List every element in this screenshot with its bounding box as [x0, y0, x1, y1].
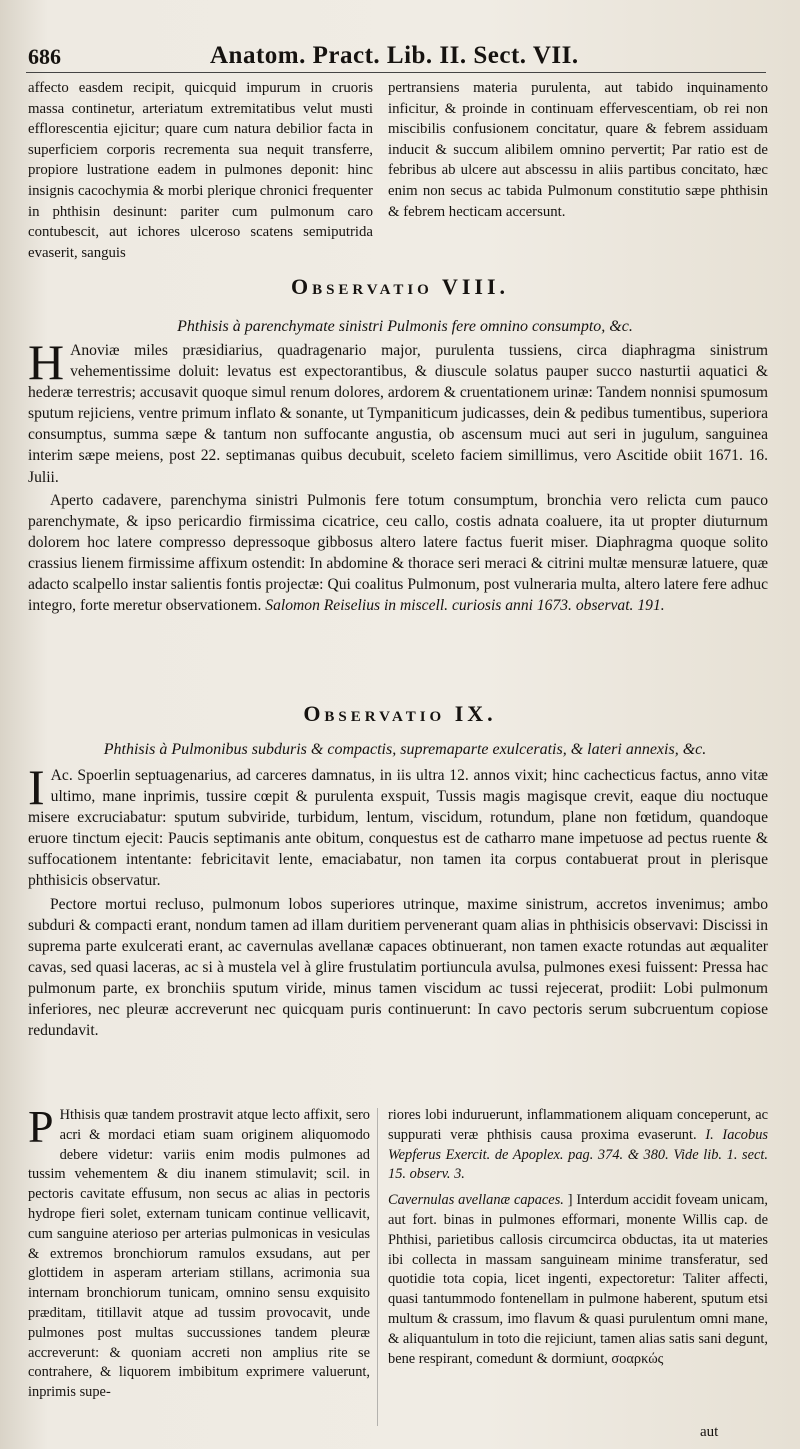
observatio-8-para-2-text: Aperto cadavere, parenchyma sinistri Pulmonis fere totum consumptum, bronchia vero relicta cum pauco parenchymate, & ipso pericardio firmissima cicatrice, ceu callo, costis adnata coaluere, ita ut propter diuturnum dolorem hoc latere compresso depressoque gibbosus altero latere factus fuerit miser. Diaphragma quoque solito crassius lienem firmissime affixum ostendit: In abdomine & thorace seri meraci & citrini multæ mensuræ latuere, quæ adacto scalpello instar salientis fontis projectæ: Qui coalitus Pulmonum, post vulneraria multa, altero latere fere adhuc integro, forte meretur observationem. [28, 491, 768, 615]
bottom-left-text-body: Hthisis quæ tandem prostravit atque lecto affixit, sero acri & mordaci etiam suam originem aliquomodo debere videtur: variis enim modis pulmones ad tussim vehementem & diu inanem stimulavit; scil. in pectoris cavitate effusum, non secus ac alias in pectoris hydrope fieri solet, externam tunicam continue vellicavit, cum sanguine aterioso per arterias pulmonicas in vesiculas & extremos bronchiorum ramulos exsudans, aut per glottidem in asperam arteriam stillans, acrimonia sua internam bronchiorum tunicam, omnino sensu exquisito præditam, titillavit atque ad tussim provocavit, unde pulmones post multas succussiones tandem pleuræ accreverunt: & quoniam accreti non amplius rite se contrahere, & liquorem imbibitum exprimere valuerunt, inprimis supe- [28, 1107, 370, 1401]
bottom-right-column [388, 1106, 768, 1426]
observatio-8-para-2 [28, 490, 768, 617]
catchword: aut [700, 1424, 719, 1440]
bottom-left-column [28, 1106, 370, 1426]
observatio-9-para-2 [28, 894, 768, 1042]
page-header [28, 44, 788, 72]
cavernulas-lemma: Cavernulas avellanæ capaces. [388, 1192, 564, 1209]
observatio-8-body [28, 340, 768, 685]
observatio-8-heading: Observatio VIII. [290, 274, 510, 299]
bottom-right-para-2: Cavernulas avellanæ capaces. ] Interdum accidit foveam unicam, aut fort. binas in pulmones efformari, monente Willis cap. de Phthisi, parietibus callosis circumcirca obductas, ita ut materies ibi collecta in massam sanguineam minime transferatur, sed quotidie tota copia, licet ingenti, expectoretur: Taliter affecti, quasi tantummodo fontenellam in pulmone haberent, sputum etsi multum & crassum, imo flavum & quasi purulentum omni mane, & aliquantulum in toto die rejiciunt, tamen alias satis sani degunt, bene respirant, comedunt & dormiunt, σοαρκώς [388, 1192, 768, 1367]
observatio-8-para-1 [28, 340, 768, 488]
observatio-9-title: Phthisis à Pulmonibus subduris & compactis, supremaparte exulceratis, & lateri annexis, &c. [103, 741, 707, 758]
observatio-9-para-1 [28, 765, 768, 892]
wepfer-reference: I. Iacobus Wepferus Exercit. de Apoplex. pag. 374. & 380. Vide lib. 1. sect. 15. observ. 3. [388, 1126, 768, 1183]
bottom-right-para-1-text: riores lobi induruerunt, inflammationem aliquam conceperunt, ac suppurati veræ phthisis causa proxima evaserunt. [388, 1107, 768, 1143]
top-left-column [28, 78, 373, 264]
observatio-8-citation: Salomon Reiselius in miscell. curiosis anni 1673. observat. 191. [265, 597, 665, 615]
observatio-9-para-2-text: Pectore mortui recluso, pulmonum lobos superiores utrinque, maxime sinistrum, accretos invenimus; ambo subduri & compacti erant, nondum tamen ad illam duritiem pervenerant quam alias in phthisicis observavi: Discissi in suprema parte exulcerati erant, ac cavernulas avellanæ capaces obtinuerant, non tamen exacte rotundas aut æqualiter cavas, sed quasi laceras, ac si à mustela vel à glire frustulatim portiuncula avulsa, pulmones exesi fuissent: Pressa hac pulmonum parte, ex bronchiis sputum viride, minus tamen viscidum ac tussi rejecerat, prodiit: Lobi pulmonum inferiores, nec pleuræ accreverunt nec quicquam puris continuerunt: In cavo pectoris serum subcruentum copiose redundavit. [28, 895, 768, 1040]
dropcap-p: P [28, 1106, 54, 1152]
dropcap-i: I [28, 765, 45, 815]
bottom-left-text [28, 1106, 370, 1403]
observatio-8-para-1-text: Anoviæ miles præsidiarius, quadragenario major, purulenta tussiens, circa diaphragma sinistrum vehementissime doluit: levatus est expectorantibus, & diuscule solatus pauper succo nasturtii aquatici & hederæ terrestris; accusavit quoque simul renum dolores, ardorem & cruentationem urinæ: Tandem nonnisi spumosum sputum rejiciens, ventre primum inflato & sonante, ut Tympaniticum judicasses, dein & pedibus tumentibus, superiora consumptus, summa sæpe & tantum non suffocante angustia, ob ascensum muci aut seri in jugulum, sanguinea interim sæpe meiens, post 22. septimanas quibus decubuit, sceleto faciem simillimus, vero Ascitide obiit 1671. 16. Julii. [28, 342, 768, 486]
column-divider [377, 1108, 378, 1426]
top-left-text: affecto easdem recipit, quicquid impurum in cruoris massa continetur, arteriatum extremitatibus velut musti efflorescentia ejicitur; quare cum natura debilior facta in superficiem corporis recrementa sua nequit transferre, propiore lustratione eadem in pulmones deponit: hinc insignis cacochymia & morbi plerique chronici frequenter in phthisin desinunt: pariter cum pulmonum caro contubescit, aut ichores ulceroso scatens semiputrida evaserit, sanguis [28, 80, 373, 261]
header-rule [26, 72, 766, 73]
bottom-right-para-1 [388, 1106, 768, 1185]
bottom-right-para-2-text: Interdum accidit foveam unicam, aut fort. binas in pulmones efformari, monente Willis cap. de Phthisi, parietibus callosis circumcirca obductas, ita ut materies ibi collecta in massam sanguineam minime transferatur, sed quotidie tota copia, licet ingenti, expectoretur: Taliter affecti, quasi tantummodo fontenellam in pulmone haberent, sputum etsi multum & crassum, imo flavum & quasi purulentum omni mane, & aliquantulum in toto die rejiciunt, tamen alias satis sani degunt, bene respirant, comedunt & dormiunt, σοαρκώς [388, 1192, 768, 1367]
observatio-9-para-1-text: Ac. Spoerlin septuagenarius, ad carceres damnatus, in iis ultra 12. annos vixit; hinc cachecticus factus, anno vitæ ultimo, mane inprimis, tussire cœpit & purulenta exspuit, Tussis magis magisque crevit, eaque diu noctuque misere excruciabatur: sputum subviride, turbidum, lentum, viscidum, rotundum, plane non fœtidum, quandoque eruore tinctum ejecit: Paucis septimanis ante obitum, conquestus est de catharro mane impetuose ad pectus ruente & suffocationem intentante: febricitavit lente, emaciabatur, non tamen ita corpus contabuerat prout in plerisque phthisicis observatur. [28, 767, 768, 890]
running-title: Anatom. Pract. Lib. II. Sect. VII. [210, 42, 579, 69]
dropcap-h: H [28, 340, 65, 390]
top-right-column [388, 78, 768, 264]
observatio-8-title: Phthisis à parenchymate sinistri Pulmonis fere omnino consumpto, &c. [177, 318, 633, 335]
observatio-9-heading: Observatio IX. [303, 701, 497, 726]
observatio-9-body [28, 765, 768, 1095]
page-number: 686 [28, 44, 61, 69]
top-right-text: pertransiens materia purulenta, aut tabido inquinamento inficitur, & proinde in continuam effervescentiam, ob rei non miscibilis confusionem concitatur, quare & febrem assiduam inducit & succum alibilem omnino pervertit; Par ratio est de febribus ab ulcere aut abscessu in aliis partibus concitato, hæc enim non secus ac tabida Pulmonum constitutio sæpe phthisin & febrem hecticam accersunt. [388, 80, 768, 220]
